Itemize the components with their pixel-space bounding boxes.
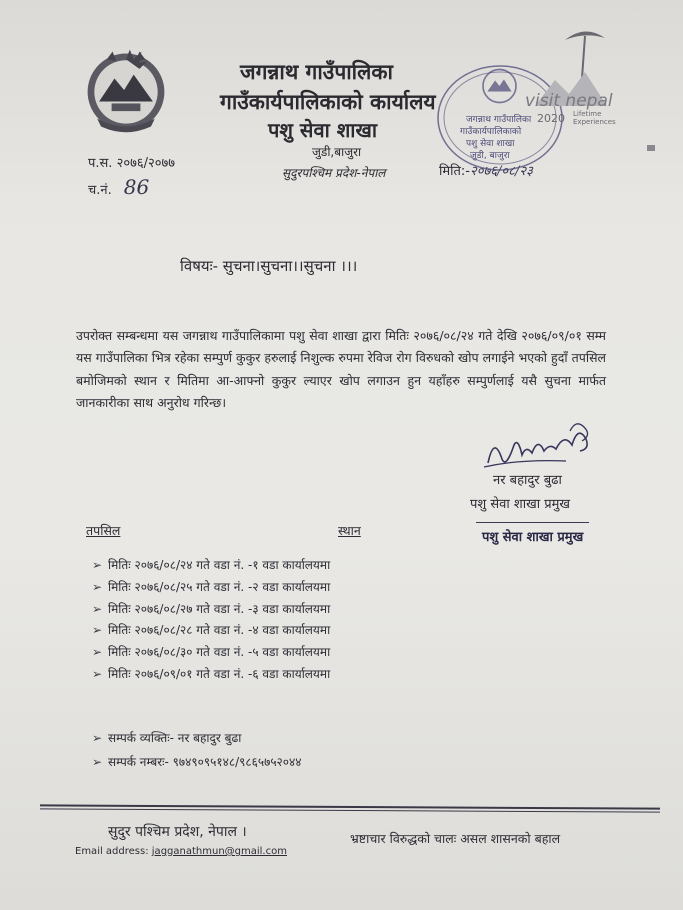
subject-line: विषयः- सुचना।सुचना।।सुचना ।।।: [180, 257, 358, 275]
arrow-bullet-icon: ➢: [92, 558, 103, 572]
date-label: मिति:-: [439, 164, 470, 179]
nepal-emblem-icon: [78, 42, 174, 138]
stamp-line-2: गाउँकार्यपालिकाको: [460, 127, 522, 137]
signer-title: पशु सेवा शाखा प्रमुख: [470, 497, 571, 512]
office-province: सुदुरपश्चिम प्रदेश-नेपाल: [282, 166, 386, 180]
contact-person: ➢ सम्पर्क व्यक्तिः- नर बहादुर बुढा: [92, 726, 302, 750]
visit-nepal-brand: visit nepal: [525, 91, 613, 111]
list-item: ➢ मितिः २०७६/०९/०१ गते वडा नं. -६ वडा कार्यालयमा: [92, 664, 330, 686]
title-stamp: पशु सेवा शाखा प्रमुख: [476, 522, 589, 549]
dispatch-number-label: च.नं.: [88, 183, 112, 198]
section-name: पशु सेवा शाखा: [268, 118, 378, 142]
footer-slogan: भ्रष्टाचार विरुद्धको चालः असल शासनको बहाल: [350, 831, 561, 846]
list-item: ➢ मितिः २०७६/०८/२७ गते वडा नं. -३ वडा कार्यालयमा: [92, 599, 330, 621]
dispatch-number: [88, 175, 149, 199]
stamp-line-4: जुडी, बाजुरा: [470, 151, 510, 161]
arrow-bullet-icon: ➢: [92, 645, 103, 660]
signer-name: नर बहादुर बुढा: [493, 473, 562, 488]
footer-email: [75, 846, 287, 857]
date-value: २०७६/०८/२३: [470, 164, 533, 179]
contact-list: [92, 726, 302, 774]
visit-nepal-tagline-1: Lifetime: [573, 110, 602, 118]
list-item: ➢ मितिः २०७६/०८/३० गते वडा नं. -५ वडा कार्यालयमा: [92, 642, 330, 664]
footer-province: सुदुर पश्चिम प्रदेश, नेपाल ।: [108, 824, 247, 840]
list-item: ➢ मितिः २०७६/०८/२८ गते वडा नं. -४ वडा कार्यालयमा: [92, 620, 330, 642]
handwritten-signature: [480, 415, 600, 477]
email-label: Email address:: [75, 846, 149, 857]
arrow-bullet-icon: ➢: [92, 731, 103, 745]
arrow-bullet-icon: ➢: [92, 755, 103, 769]
schedule-list: [92, 555, 330, 686]
visit-nepal-logo: [525, 22, 650, 132]
paper-mark: [647, 145, 655, 151]
office-name: गाउँकार्यपालिकाको कार्यालय: [220, 90, 436, 114]
visit-nepal-tagline-2: Experiences: [573, 118, 616, 126]
list-item: ➢ मितिः २०७६/०८/२५ गते वडा नं. -२ वडा कार्यालयमा: [92, 577, 330, 599]
arrow-bullet-icon: ➢: [92, 579, 103, 594]
arrow-bullet-icon: ➢: [92, 601, 103, 616]
arrow-bullet-icon: ➢: [92, 666, 103, 681]
schedule-heading: तपसिल: [86, 523, 121, 538]
notice-body: उपरोक्त सम्बन्धमा यस जगन्नाथ गाउँपालिकामा पशु सेवा शाखा द्वारा मितिः २०७६/०८/२४ गते देखि २०७६/०९/०१ सम्म यस गाउँपालिका भित्र रहेका सम्पुर्ण कुकुर हरुलाई निशुल्क रुपमा रेविज रोग विरुधको खोप लगाईने भएको हुदाँ तपसिल बमोजिमको स्थान र मितिमा आ-आफ्नो कुकुर ल्याएर खोप लगाउन हुन यहाँहरु सम्पुर्णलाई यसै सुचना मार्फत जानकारीका साथ अनुरोध गरिन्छ।: [76, 327, 606, 410]
municipality-name: जगन्नाथ गाउँपालिका: [240, 60, 393, 84]
fiscal-year-ref: प.स. २०७६/२०७७: [88, 156, 176, 171]
email-link[interactable]: jagganathmun@gmail.com: [151, 846, 287, 857]
visit-nepal-year: 2020: [537, 112, 565, 125]
stamp-line-1: जगन्नाथ गाउँपालिका: [466, 115, 532, 125]
location-heading: स्थान: [338, 523, 361, 538]
list-item: ➢ मितिः २०७६/०८/२४ गते वडा नं. -१ वडा कार्यालयमा: [92, 555, 330, 577]
arrow-bullet-icon: ➢: [92, 623, 103, 638]
stamp-line-3: पशु सेवा शाखा: [466, 139, 515, 149]
dispatch-number-value: 86: [123, 175, 150, 199]
office-location: जुडी,बाजुरा: [312, 145, 362, 159]
contact-phone: ➢ सम्पर्क नम्बरः- ९७४९०९५१४८/९८६५७५२०४४: [92, 750, 302, 774]
